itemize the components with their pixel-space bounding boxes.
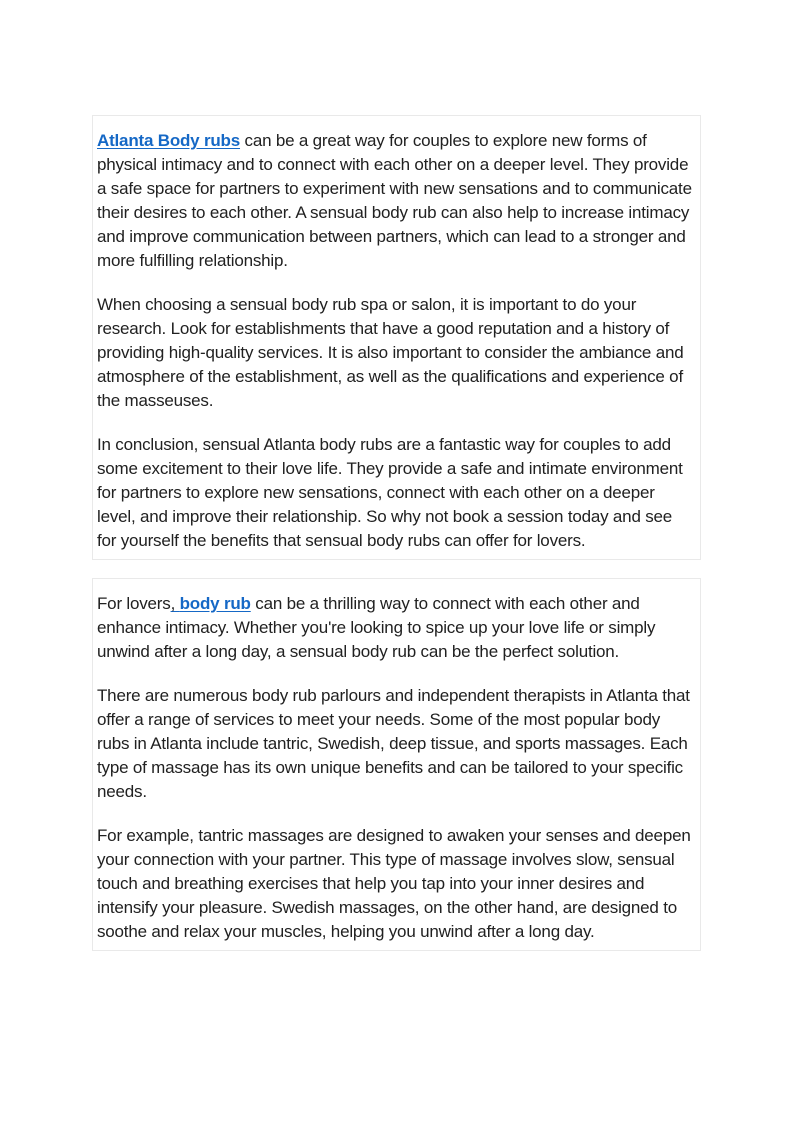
paragraph-4: [97, 592, 695, 664]
paragraph-2-text: When choosing a sensual body rub spa or salon, it is important to do your research. Look for establishments that have a good reputation and a history of providing high-quality services. It is also important to consider the ambiance and atmosphere of the establishment, as well as the qualifications and experience of the masseuses.: [97, 295, 684, 410]
paragraph-3: [97, 433, 695, 553]
article-block-1: [92, 115, 701, 560]
paragraph-1-text: can be a great way for couples to explore new forms of physical intimacy and to connect with each other on a deeper level. They provide a safe space for partners to experiment with new sensations and to communicate their desires to each other. A sensual body rub can also help to increase intimacy and improve communication between partners, which can lead to a stronger and more fulfilling relationship.: [97, 131, 692, 270]
body-rub-link[interactable]: [171, 594, 251, 613]
body-rub-link-comma[interactable]: ,: [170, 594, 180, 613]
paragraph-3-text: In conclusion, sensual Atlanta body rubs are a fantastic way for couples to add some excitement to their love life. They provide a safe and intimate environment for partners to explore new sensations, connect with each other on a deeper level, and improve their relationship. So why not book a session today and see for yourself the benefits that sensual body rubs can offer for lovers.: [97, 435, 683, 550]
paragraph-4-lead-text: For lovers: [97, 594, 171, 613]
paragraph-4-text: can be a thrilling way to connect with each other and enhance intimacy. Whether you're looking to spice up your love life or simply unwind after a long day, a sensual body rub can be the perfect solution.: [97, 594, 656, 661]
article-block-2: [92, 578, 701, 951]
paragraph-5: [97, 684, 695, 804]
paragraph-2: [97, 293, 695, 413]
paragraph-6-text: For example, tantric massages are designed to awaken your senses and deepen your connection with your partner. This type of massage involves slow, sensual touch and breathing exercises that help you tap into your inner desires and intensify your pleasure. Swedish massages, on the other hand, are designed to soothe and relax your muscles, helping you unwind after a long day.: [97, 826, 691, 941]
paragraph-6: [97, 824, 695, 944]
paragraph-5-text: There are numerous body rub parlours and independent therapists in Atlanta that offer a range of services to meet your needs. Some of the most popular body rubs in Atlanta include tantric, Swedish, deep tissue, and sports massages. Each type of massage has its own unique benefits and can be tailored to your specific needs.: [97, 686, 690, 801]
body-rub-link-text[interactable]: body rub: [179, 594, 251, 613]
paragraph-1: [97, 129, 695, 273]
atlanta-body-rubs-link[interactable]: Atlanta Body rubs: [97, 131, 241, 150]
